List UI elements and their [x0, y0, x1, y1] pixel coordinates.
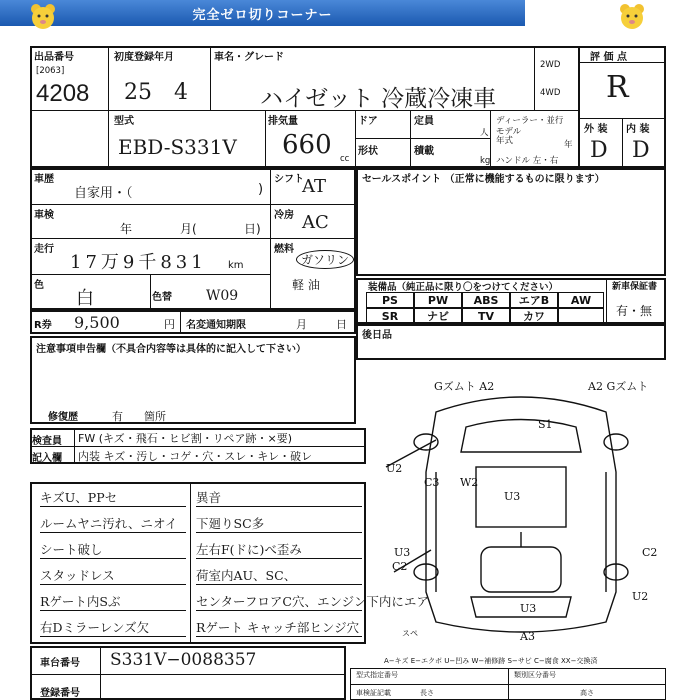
note-line: Rゲート キャッチ部ヒンジ穴 [196, 618, 362, 637]
bottom-dims: 長さ [420, 689, 434, 697]
insp-year: 年 [120, 222, 133, 236]
mark-a2-left: Gズムト A2 [434, 380, 495, 393]
equipment-item: エアB [510, 292, 558, 308]
score-label: 評 価 点 [590, 52, 627, 63]
mark-sw: スペ [402, 629, 418, 638]
warranty-values: 有・無 [616, 304, 653, 318]
mascot-left-icon [28, 2, 58, 32]
km-unit: km [228, 260, 244, 271]
shift-value: AT [302, 176, 327, 197]
mileage-value: 17万9千831 [70, 252, 207, 273]
equipment-item: PW [414, 292, 462, 308]
shift-label: シフト [274, 174, 304, 185]
recycle-label: R券 [34, 320, 52, 331]
rear-items-label: 後日品 [362, 330, 392, 341]
dealer-label: ディーラー・並行 [496, 116, 564, 126]
record-label: 記入欄 [32, 453, 62, 464]
equipment-item: TV [462, 308, 510, 324]
title-month: 月 [296, 318, 307, 331]
aircon-label: 冷房 [274, 210, 294, 221]
mark-c2-left: C2 [392, 560, 408, 573]
model-label: 型式 [114, 116, 134, 127]
note-line: 異音 [196, 488, 362, 507]
inspection-label: 車検 [34, 210, 54, 221]
bottom-label-2: 類別区分番号 [514, 671, 556, 679]
displacement-value: 660 [282, 130, 332, 160]
equipment-item: AW [558, 292, 604, 308]
lot-no-small: [2063] [36, 66, 65, 76]
note-line: 右Dミラーレンズ欠 [40, 618, 186, 637]
notes-label: 注意事項申告欄（不具合内容等は具体的に記入して下さい） [36, 344, 306, 355]
usage-close: ) [258, 182, 264, 197]
exterior-value: D [590, 138, 608, 163]
equipment-item [558, 308, 604, 324]
mark-s1: S1 [538, 418, 553, 431]
note-line: スタッドレス [40, 566, 186, 585]
bottom-label-1: 型式指定番号 [356, 671, 398, 679]
mark-a2-right: A2 Gズムト [588, 380, 649, 393]
note-line: 下廻りSC多 [196, 514, 362, 533]
fuel-label: 燃料 [274, 244, 294, 255]
nen-unit: 年 [564, 140, 573, 150]
mark-c3: C3 [424, 476, 440, 489]
capacity-label: 定員 [414, 116, 434, 127]
equipment-item: PS [366, 292, 414, 308]
repair-has: 有 [112, 410, 123, 423]
fuel-diesel: 軽 油 [292, 278, 320, 292]
mark-a3: A3 [520, 630, 535, 643]
recycle-value: 9,500 [74, 313, 120, 332]
score-value: R [606, 70, 629, 105]
mileage-label: 走行 [34, 244, 54, 255]
note-line: シート破し [40, 540, 186, 559]
equipment-label: 装備品（純正品に限り〇をつけてください） [368, 282, 559, 293]
sales-points-label: セールスポイント （正常に機能するものに限ります） [362, 174, 605, 185]
mark-w2: W2 [460, 476, 479, 489]
fuel-gas-value: ガソリン [296, 250, 354, 269]
equipment-item: カワ [510, 308, 558, 324]
warranty-label: 新車保証書 [612, 282, 658, 292]
lot-no-label: 出品番号 [34, 52, 74, 63]
inspector-row-1: FW (キズ・飛石・ヒビ割・リペア跡・×要) [78, 432, 293, 445]
color-no-label: 色替 [152, 292, 172, 303]
color-value: 白 [76, 288, 94, 309]
chassis-label: 車台番号 [40, 658, 80, 669]
title-day: 日 [336, 318, 347, 331]
mark-u2: U2 [386, 462, 403, 475]
model-value: EBD-S331V [118, 135, 237, 159]
bottom-dims-2: 高さ [580, 689, 594, 697]
door-label: ドア [358, 116, 378, 127]
note-line: キズU、PPセ [40, 488, 186, 507]
mark-c2-right: C2 [642, 546, 658, 559]
car-name-value: ハイゼット 冷蔵冷凍車 [260, 86, 497, 112]
shape-label: 形状 [358, 146, 378, 157]
interior-value: D [632, 138, 650, 163]
interior-label: 内 装 [626, 124, 650, 135]
repair-label: 修復歴 [48, 412, 78, 423]
chassis-value: S331V−0088357 [110, 650, 257, 670]
equipment-item: ナビ [414, 308, 462, 324]
mark-u2-bottom: U2 [632, 590, 649, 603]
banner-title: 完全ゼロ切りコーナー [0, 0, 525, 26]
repair-place: 箇所 [144, 410, 166, 423]
note-line: 荷室内AU、SC、 [196, 566, 362, 585]
inspector-label: 検査員 [32, 436, 62, 447]
equipment-item: SR [366, 308, 414, 324]
4wd-label: 4WD [540, 88, 561, 98]
cc-unit: cc [340, 154, 350, 164]
load-label: 積載 [414, 146, 434, 157]
reg-month-value: 4 [174, 80, 188, 105]
first-reg-label: 初度登録年月 [114, 52, 174, 63]
equipment-item: ABS [462, 292, 510, 308]
aircon-value: AC [302, 212, 329, 233]
color-no-value: W09 [206, 288, 239, 304]
note-line: Rゲート内Sぶ [40, 592, 186, 611]
lot-no-value: 4208 [36, 80, 90, 107]
nin-unit: 人 [480, 128, 489, 138]
usage-value: 自家用・（ [74, 186, 133, 201]
note-line: 左右F(ドに)べ歪み [196, 540, 362, 559]
insp-day: 日) [244, 222, 261, 236]
2wd-label: 2WD [540, 60, 561, 70]
model-year-label: モデル 年式 [496, 127, 522, 146]
reg-no-label: 登録番号 [40, 688, 80, 699]
note-line: ルームヤニ汚れ、ニオイ [40, 514, 186, 533]
inspector-row-2: 内装 キズ・汚し・コゲ・穴・スレ・キレ・破レ [78, 450, 313, 463]
kg-unit: kg [480, 156, 491, 166]
mark-u3-bottom: U3 [520, 602, 537, 615]
damage-legend: A−キズ E−エクボ U−凹み W−補修跡 S−サビ C−腐食 XX−交換済 [384, 657, 598, 665]
yen-unit: 円 [164, 318, 175, 331]
handle-label: ハンドル 左・右 [496, 156, 559, 166]
exterior-label: 外 装 [584, 124, 608, 135]
usage-label: 車歴 [34, 174, 54, 185]
bottom-label-3: 車検証記載 [356, 689, 391, 697]
insp-month: 月( [180, 222, 197, 236]
color-label: 色 [34, 280, 44, 291]
mark-u3-left: U3 [394, 546, 411, 559]
note-line: センターフロアC穴、エンジン下内にエア [196, 594, 429, 609]
mark-u3-center: U3 [504, 490, 521, 503]
car-name-label: 車名・グレード [214, 52, 284, 63]
mascot-right-icon [617, 2, 647, 32]
reg-year-value: 25 [124, 80, 152, 105]
displacement-label: 排気量 [268, 116, 298, 127]
title-change-label: 名変通知期限 [186, 320, 246, 331]
